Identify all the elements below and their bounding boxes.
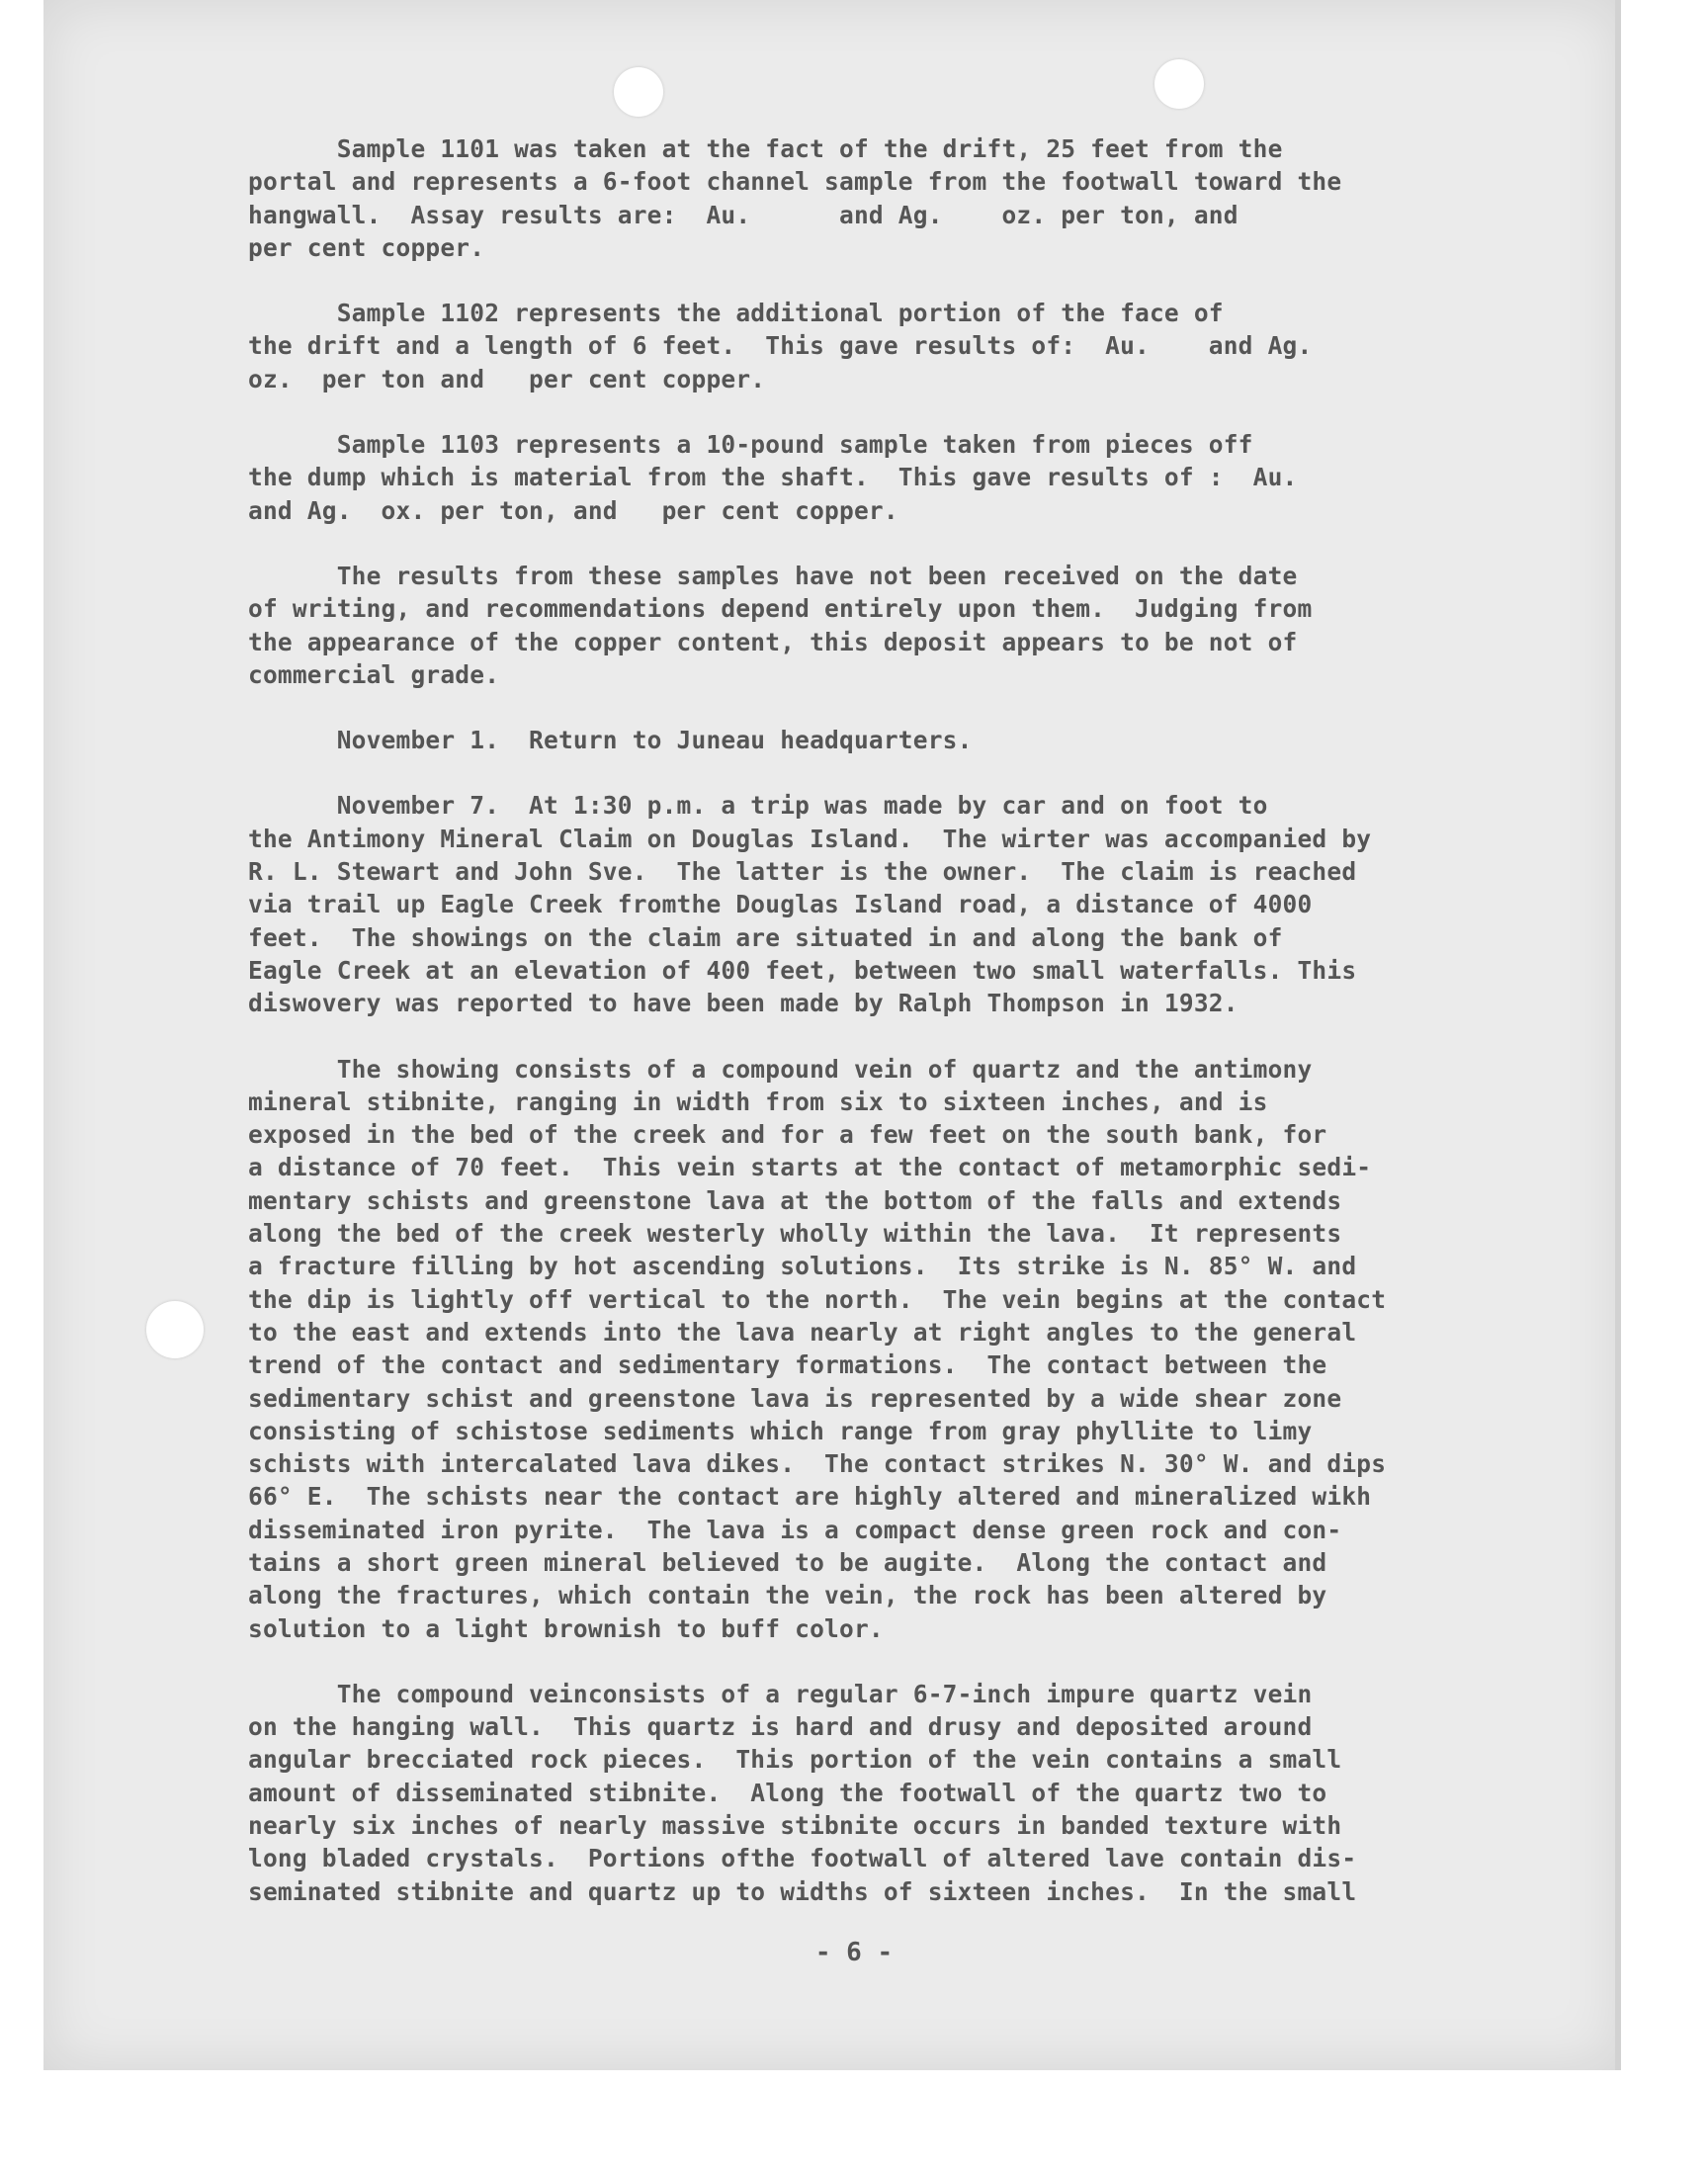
- text-line: the dump which is material from the shaft. This gave results of : Au.: [248, 463, 1298, 492]
- text-line: Eagle Creek at an elevation of 400 feet, between two small waterfalls. This: [248, 955, 1357, 985]
- text-line: tains a short green mineral believed to be augite. Along the contact and: [248, 1547, 1327, 1577]
- text-line: along the bed of the creek westerly wholly within the lava. It represents: [248, 1219, 1342, 1249]
- text-line: the dip is lightly off vertical to the north. The vein begins at the contact: [248, 1284, 1387, 1314]
- paragraph-sample-1103: [248, 428, 1533, 527]
- text-line: on the hanging wall. This quartz is hard and drusy and deposited around: [248, 1712, 1313, 1742]
- text-line: seminated stibnite and quartz up to widths of sixteen inches. In the small: [248, 1876, 1357, 1906]
- text-line: solution to a light brownish to buff color.: [248, 1613, 884, 1643]
- paragraph-showing: [248, 1053, 1533, 1645]
- text-line: commercial grade.: [248, 659, 500, 689]
- text-line: nearly six inches of nearly massive stibnite occurs in banded texture with: [248, 1811, 1342, 1841]
- text-line: November 7. At 1:30 p.m. a trip was made by car and on foot to: [248, 791, 1268, 821]
- text-line: the Antimony Mineral Claim on Douglas Island. The wirter was accompanied by: [248, 824, 1372, 853]
- text-line: feet. The showings on the claim are situated in and along the bank of: [248, 922, 1283, 952]
- text-line: The compound veinconsists of a regular 6-7-inch impure quartz vein: [248, 1679, 1313, 1708]
- text-line: exposed in the bed of the creek and for a few feet on the south bank, for: [248, 1120, 1327, 1150]
- text-line: long bladed crystals. Portions ofthe footwall of altered lave contain dis-: [248, 1844, 1357, 1873]
- text-line: oz. per ton and per cent copper.: [248, 364, 766, 393]
- text-line: the drift and a length of 6 feet. This gave results of: Au. and Ag.: [248, 331, 1313, 361]
- paragraph-results: [248, 560, 1533, 691]
- text-line: schists with intercalated lava dikes. The contact strikes N. 30° W. and dips: [248, 1449, 1387, 1479]
- text-line: per cent copper.: [248, 232, 485, 262]
- text-line: Sample 1103 represents a 10-pound sample taken from pieces off: [248, 430, 1253, 460]
- page-number: - 6 -: [814, 1938, 894, 1967]
- text-line: to the east and extends into the lava nearly at right angles to the general: [248, 1317, 1357, 1347]
- text-line: The results from these samples have not been received on the date: [248, 561, 1298, 590]
- text-line: and Ag. ox. per ton, and per cent copper.: [248, 495, 898, 525]
- text-line: along the fractures, which contain the vein, the rock has been altered by: [248, 1581, 1327, 1610]
- text-line: angular brecciated rock pieces. This portion of the vein contains a small: [248, 1745, 1342, 1775]
- punch-hole: [146, 1301, 204, 1358]
- text-line: of writing, and recommendations depend entirely upon them. Judging from: [248, 594, 1313, 624]
- text-line: 66° E. The schists near the contact are highly altered and mineralized wikh: [248, 1482, 1372, 1512]
- punch-hole: [1154, 59, 1204, 109]
- text-line: amount of disseminated stibnite. Along the footwall of the quartz two to: [248, 1778, 1327, 1807]
- paragraph-sample-1102: [248, 297, 1533, 395]
- text-line: diswovery was reported to have been made by Ralph Thompson in 1932.: [248, 989, 1238, 1018]
- text-line: Sample 1102 represents the additional portion of the face of: [248, 299, 1224, 328]
- text-line: via trail up Eagle Creek fromthe Douglas Island road, a distance of 4000: [248, 890, 1313, 919]
- text-line: hangwall. Assay results are: Au. and Ag. oz. per ton, and: [248, 200, 1238, 229]
- text-line: disseminated iron pyrite. The lava is a compact dense green rock and con-: [248, 1515, 1342, 1544]
- punch-hole: [614, 67, 663, 117]
- text-line: trend of the contact and sedimentary formations. The contact between the: [248, 1350, 1327, 1380]
- paragraph-november-7: [248, 789, 1533, 1019]
- document-body: [248, 132, 1533, 1908]
- text-line: mineral stibnite, ranging in width from six to sixteen inches, and is: [248, 1087, 1268, 1116]
- text-line: The showing consists of a compound vein of quartz and the antimony: [248, 1054, 1313, 1084]
- text-line: November 1. Return to Juneau headquarters.: [248, 726, 973, 755]
- paragraph-sample-1101: [248, 132, 1533, 264]
- text-line: consisting of schistose sediments which range from gray phyllite to limy: [248, 1416, 1313, 1445]
- text-line: mentary schists and greenstone lava at the bottom of the falls and extends: [248, 1185, 1342, 1215]
- paragraph-compound-vein: [248, 1678, 1533, 1908]
- text-line: portal and represents a 6-foot channel sample from the footwall toward the: [248, 167, 1342, 197]
- text-line: a fracture filling by hot ascending solutions. Its strike is N. 85° W. and: [248, 1252, 1357, 1281]
- paragraph-november-1: [248, 724, 1533, 756]
- text-line: Sample 1101 was taken at the fact of the drift, 25 feet from the: [248, 134, 1283, 163]
- text-line: R. L. Stewart and John Sve. The latter is the owner. The claim is reached: [248, 857, 1357, 887]
- text-line: sedimentary schist and greenstone lava is represented by a wide shear zone: [248, 1383, 1342, 1413]
- text-line: the appearance of the copper content, this deposit appears to be not of: [248, 627, 1298, 656]
- text-line: a distance of 70 feet. This vein starts at the contact of metamorphic sedi-: [248, 1153, 1372, 1182]
